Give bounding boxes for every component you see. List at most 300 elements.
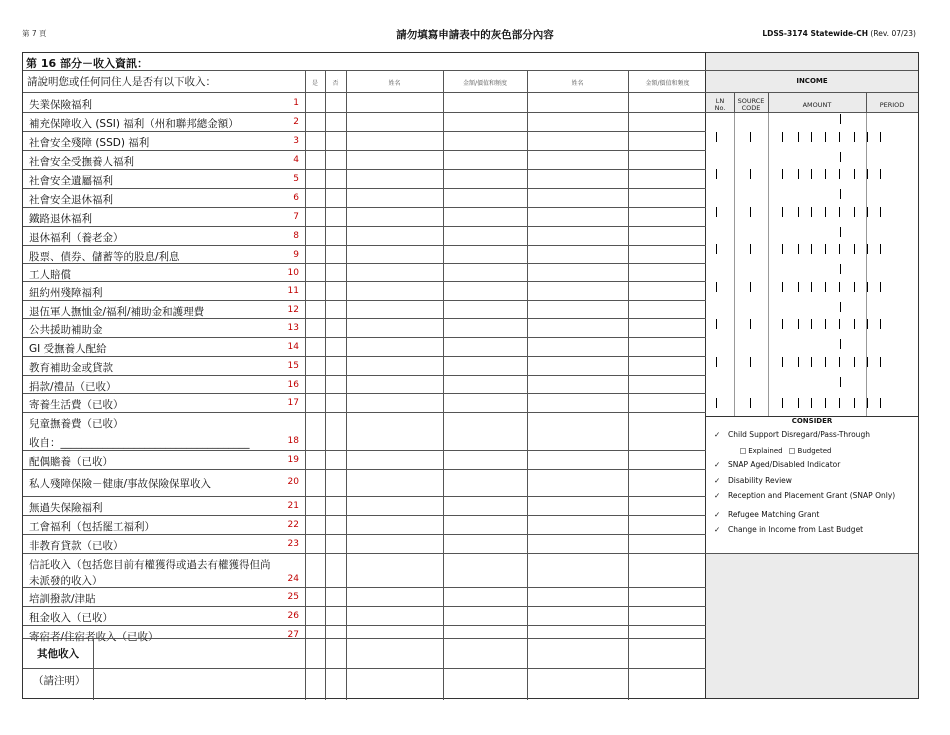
digit-tick xyxy=(825,244,826,254)
page-number: 第 7 頁 xyxy=(22,29,47,38)
entry-cell[interactable] xyxy=(307,228,323,243)
entry-cell[interactable] xyxy=(445,320,525,335)
col-source-2: CODE xyxy=(741,104,761,112)
section-title: 第 16 部分－收入資訊： xyxy=(26,57,148,70)
consider-child-support[interactable] xyxy=(714,430,870,439)
entry-cell[interactable] xyxy=(445,152,525,167)
entry-cell[interactable] xyxy=(630,517,705,532)
entry-cell[interactable] xyxy=(348,377,441,391)
entry-cell[interactable] xyxy=(529,471,626,494)
entry-cell[interactable] xyxy=(348,517,441,532)
row-label: 鐵路退休福利 xyxy=(29,213,92,225)
entry-cell[interactable] xyxy=(348,265,441,279)
entry-cell[interactable] xyxy=(630,152,705,167)
entry-cell[interactable] xyxy=(529,358,626,373)
entry-cell[interactable] xyxy=(327,95,344,110)
row-number: 15 xyxy=(287,361,299,371)
entry-cell[interactable] xyxy=(348,283,441,298)
digit-tick xyxy=(716,244,717,254)
entry-cell[interactable] xyxy=(327,190,344,205)
entry-cell[interactable] xyxy=(630,190,705,205)
check-icon: ✓ xyxy=(714,476,721,485)
digit-tick xyxy=(880,282,881,292)
entry-cell[interactable] xyxy=(348,471,441,494)
digit-tick xyxy=(750,132,751,142)
entry-cell[interactable] xyxy=(307,358,323,373)
entry-cell[interactable] xyxy=(630,302,705,316)
income-title: INCOME xyxy=(796,77,828,85)
entry-cell[interactable] xyxy=(529,452,626,467)
digit-tick xyxy=(716,398,717,408)
entry-cell[interactable] xyxy=(445,209,525,224)
entry-cell[interactable] xyxy=(348,640,441,666)
income-entry-block[interactable] xyxy=(706,262,918,300)
entry-cell[interactable] xyxy=(445,339,525,354)
entry-cell[interactable] xyxy=(307,627,323,636)
entry-cell[interactable] xyxy=(630,498,705,513)
entry-cell[interactable] xyxy=(630,640,705,666)
income-entry-block[interactable] xyxy=(706,150,918,187)
income-entry-block[interactable] xyxy=(706,112,918,150)
entry-cell[interactable] xyxy=(630,414,705,448)
row-label: 配偶贍養（已收） xyxy=(29,456,113,468)
entry-cell[interactable] xyxy=(529,228,626,243)
entry-cell[interactable] xyxy=(529,608,626,623)
digit-tick xyxy=(811,244,812,254)
row-number: 23 xyxy=(287,539,299,549)
entry-cell[interactable] xyxy=(529,339,626,354)
entry-cell[interactable] xyxy=(348,247,441,261)
budgeted-label: Budgeted xyxy=(797,447,832,455)
entry-cell[interactable] xyxy=(307,608,323,623)
entry-cell[interactable] xyxy=(630,555,705,585)
entry-cell[interactable] xyxy=(445,228,525,243)
row-number: 14 xyxy=(287,342,299,352)
digit-tick xyxy=(750,207,751,217)
row-number: 20 xyxy=(287,477,299,487)
digit-tick xyxy=(811,169,812,179)
entry-cell[interactable] xyxy=(327,302,344,316)
entry-cell[interactable] xyxy=(445,377,525,391)
form-code: LDSS-3174 Statewide-CH xyxy=(762,29,869,38)
entry-cell[interactable] xyxy=(348,498,441,513)
entry-cell[interactable] xyxy=(348,395,441,410)
entry-cell[interactable] xyxy=(445,247,525,261)
digit-tick xyxy=(750,398,751,408)
entry-cell[interactable] xyxy=(307,320,323,335)
entry-cell[interactable] xyxy=(529,414,626,448)
consider-change-income[interactable] xyxy=(714,525,863,534)
row-number: 16 xyxy=(287,380,299,390)
entry-cell[interactable] xyxy=(529,589,626,604)
entry-cell[interactable] xyxy=(445,95,525,110)
entry-cell[interactable] xyxy=(307,640,323,666)
digit-tick xyxy=(782,319,783,329)
entry-cell[interactable] xyxy=(327,589,344,604)
entry-cell[interactable] xyxy=(630,627,705,636)
entry-cell[interactable] xyxy=(348,339,441,354)
entry-cell[interactable] xyxy=(630,114,705,129)
check-icon: ✓ xyxy=(714,460,721,469)
row-number: 22 xyxy=(287,520,299,530)
row-label: 私人殘障保險－健康/事故保險保單收入 xyxy=(29,478,212,490)
entry-cell[interactable] xyxy=(529,114,626,129)
entry-cell[interactable] xyxy=(348,670,441,698)
consider-child-support-label: Child Support Disregard/Pass-Through xyxy=(728,430,870,439)
entry-cell[interactable] xyxy=(348,555,441,585)
digit-tick xyxy=(716,169,717,179)
entry-cell[interactable] xyxy=(307,339,323,354)
digit-tick xyxy=(854,282,855,292)
digit-tick xyxy=(854,132,855,142)
row-number: 18 xyxy=(287,436,299,446)
row-label: 社會安全遺屬福利 xyxy=(29,175,113,187)
entry-cell[interactable] xyxy=(445,640,525,666)
row-label: 退休福利（養老金） xyxy=(29,232,124,244)
entry-cell[interactable] xyxy=(529,265,626,279)
digit-tick xyxy=(867,357,868,367)
consider-disability-review[interactable] xyxy=(714,476,792,485)
entry-cell[interactable] xyxy=(630,589,705,604)
entry-cell[interactable] xyxy=(307,670,323,698)
income-entry-block[interactable] xyxy=(706,187,918,225)
check-icon: ✓ xyxy=(714,510,721,519)
row-label: 社會安全殘障 (SSD) 福利 xyxy=(29,137,150,149)
entry-cell[interactable] xyxy=(348,190,441,205)
other-income-title: 其他收入 xyxy=(37,648,79,660)
entry-cell[interactable] xyxy=(630,471,705,494)
entry-cell[interactable] xyxy=(529,627,626,636)
entry-cell[interactable] xyxy=(529,171,626,186)
digit-tick xyxy=(798,169,799,179)
entry-cell[interactable] xyxy=(630,608,705,623)
digit-tick xyxy=(798,319,799,329)
entry-cell[interactable] xyxy=(445,452,525,467)
entry-cell[interactable] xyxy=(630,320,705,335)
entry-cell[interactable] xyxy=(307,133,323,148)
col-ln-2: No. xyxy=(714,104,726,112)
entry-cell[interactable] xyxy=(307,114,323,129)
row-label: 未派發的收入） xyxy=(29,575,103,587)
row-number: 7 xyxy=(293,212,299,222)
digit-tick xyxy=(854,357,855,367)
entry-cell[interactable] xyxy=(630,228,705,243)
entry-cell[interactable] xyxy=(445,555,525,585)
entry-cell[interactable] xyxy=(327,114,344,129)
entry-cell[interactable] xyxy=(307,517,323,532)
row-label: 兒童撫養費（已收） xyxy=(29,418,124,430)
digit-tick xyxy=(854,398,855,408)
entry-cell[interactable] xyxy=(529,320,626,335)
entry-cell[interactable] xyxy=(327,171,344,186)
col-amount: AMOUNT xyxy=(802,101,832,109)
entry-cell[interactable] xyxy=(529,670,626,698)
entry-cell[interactable] xyxy=(445,171,525,186)
entry-cell[interactable] xyxy=(529,555,626,585)
entry-cell[interactable] xyxy=(445,302,525,316)
entry-cell[interactable] xyxy=(445,608,525,623)
entry-cell[interactable] xyxy=(630,670,705,698)
entry-cell[interactable] xyxy=(529,302,626,316)
digit-tick xyxy=(798,398,799,408)
entry-cell[interactable] xyxy=(630,395,705,410)
digit-tick xyxy=(782,244,783,254)
digit-tick xyxy=(825,282,826,292)
entry-cell[interactable] xyxy=(348,302,441,316)
entry-cell[interactable] xyxy=(445,190,525,205)
entry-cell[interactable] xyxy=(327,228,344,243)
entry-cell[interactable] xyxy=(630,95,705,110)
entry-cell[interactable] xyxy=(630,265,705,279)
entry-cell[interactable] xyxy=(445,498,525,513)
consider-reception-grant[interactable] xyxy=(714,491,895,500)
income-entry-block[interactable] xyxy=(706,375,918,416)
worker-income-panel xyxy=(706,52,919,699)
entry-cell[interactable] xyxy=(445,471,525,494)
entry-cell[interactable] xyxy=(307,395,323,410)
row-label: 紐約州殘障福利 xyxy=(29,287,103,299)
digit-tick xyxy=(750,357,751,367)
income-entry-block[interactable] xyxy=(706,225,918,262)
entry-cell[interactable] xyxy=(307,555,323,585)
entry-cell[interactable] xyxy=(327,608,344,623)
digit-tick xyxy=(716,282,717,292)
row-number: 1 xyxy=(293,98,299,108)
entry-cell[interactable] xyxy=(307,152,323,167)
entry-cell[interactable] xyxy=(348,536,441,551)
entry-cell[interactable] xyxy=(529,498,626,513)
entry-cell[interactable] xyxy=(348,209,441,224)
entry-cell[interactable] xyxy=(327,265,344,279)
entry-cell[interactable] xyxy=(327,320,344,335)
row-number: 13 xyxy=(287,323,299,333)
entry-cell[interactable] xyxy=(529,640,626,666)
check-icon: ✓ xyxy=(714,430,721,439)
col-ln: LN xyxy=(715,97,725,105)
entry-cell[interactable] xyxy=(630,339,705,354)
entry-cell[interactable] xyxy=(307,589,323,604)
digit-tick xyxy=(825,398,826,408)
income-table xyxy=(22,52,706,699)
entry-cell[interactable] xyxy=(445,114,525,129)
digit-tick xyxy=(867,207,868,217)
entry-cell[interactable] xyxy=(348,414,441,448)
entry-cell[interactable] xyxy=(445,395,525,410)
entry-cell[interactable] xyxy=(307,247,323,261)
entry-cell[interactable] xyxy=(327,517,344,532)
entry-cell[interactable] xyxy=(307,190,323,205)
digit-tick xyxy=(716,357,717,367)
digit-tick xyxy=(811,357,812,367)
entry-cell[interactable] xyxy=(307,471,323,494)
consider-refugee-grant[interactable] xyxy=(714,510,819,519)
income-entry-block[interactable] xyxy=(706,337,918,375)
entry-cell[interactable] xyxy=(307,414,323,448)
entry-cell[interactable] xyxy=(327,247,344,261)
entry-cell[interactable] xyxy=(529,283,626,298)
entry-cell[interactable] xyxy=(327,452,344,467)
entry-cell[interactable] xyxy=(307,283,323,298)
entry-cell[interactable] xyxy=(307,452,323,467)
entry-cell[interactable] xyxy=(348,133,441,148)
digit-tick xyxy=(825,132,826,142)
entry-cell[interactable] xyxy=(327,536,344,551)
digit-tick xyxy=(798,132,799,142)
digit-tick xyxy=(867,282,868,292)
entry-cell[interactable] xyxy=(327,152,344,167)
entry-cell[interactable] xyxy=(307,171,323,186)
entry-cell[interactable] xyxy=(348,608,441,623)
entry-cell[interactable] xyxy=(348,152,441,167)
row-number: 8 xyxy=(293,231,299,241)
entry-cell[interactable] xyxy=(327,640,344,666)
entry-cell[interactable] xyxy=(348,95,441,110)
entry-cell[interactable] xyxy=(529,247,626,261)
entry-cell[interactable] xyxy=(307,95,323,110)
entry-cell[interactable] xyxy=(348,589,441,604)
entry-cell[interactable] xyxy=(307,302,323,316)
entry-cell[interactable] xyxy=(348,228,441,243)
entry-cell[interactable] xyxy=(445,358,525,373)
digit-tick xyxy=(854,169,855,179)
row-label: 工會福利（包括罷工福利） xyxy=(29,521,155,533)
consider-refugee-grant-label: Refugee Matching Grant xyxy=(728,510,820,519)
row-label: 收自：____________________________________ xyxy=(29,437,250,449)
entry-cell[interactable] xyxy=(348,320,441,335)
consider-snap-aged[interactable] xyxy=(714,460,840,469)
entry-cell[interactable] xyxy=(307,265,323,279)
entry-cell[interactable] xyxy=(529,395,626,410)
entry-cell[interactable] xyxy=(348,114,441,129)
entry-cell[interactable] xyxy=(445,536,525,551)
entry-cell[interactable] xyxy=(630,247,705,261)
entry-cell[interactable] xyxy=(529,209,626,224)
entry-cell[interactable] xyxy=(445,517,525,532)
entry-cell[interactable] xyxy=(445,265,525,279)
entry-cell[interactable] xyxy=(307,498,323,513)
digit-tick xyxy=(854,244,855,254)
entry-cell[interactable] xyxy=(529,95,626,110)
entry-cell[interactable] xyxy=(348,171,441,186)
entry-cell[interactable] xyxy=(445,283,525,298)
entry-cell[interactable] xyxy=(630,377,705,391)
digit-tick xyxy=(798,207,799,217)
digit-tick xyxy=(782,398,783,408)
entry-cell[interactable] xyxy=(630,358,705,373)
entry-cell[interactable] xyxy=(327,377,344,391)
digit-tick xyxy=(839,169,840,179)
entry-cell[interactable] xyxy=(327,627,344,636)
digit-tick xyxy=(811,319,812,329)
row-label: 社會安全受撫養人福利 xyxy=(29,156,134,168)
entry-cell[interactable] xyxy=(307,209,323,224)
row-label: 培訓撥款/津貼 xyxy=(29,593,96,605)
entry-cell[interactable] xyxy=(327,209,344,224)
consider-snap-aged-label: SNAP Aged/Disabled Indicator xyxy=(728,460,841,469)
digit-tick xyxy=(750,282,751,292)
explained-label: Explained xyxy=(748,447,783,455)
entry-cell[interactable] xyxy=(327,471,344,494)
entry-cell[interactable] xyxy=(445,670,525,698)
entry-cell[interactable] xyxy=(348,627,441,636)
entry-cell[interactable] xyxy=(630,536,705,551)
digit-tick xyxy=(880,244,881,254)
entry-cell[interactable] xyxy=(348,452,441,467)
entry-cell[interactable] xyxy=(529,536,626,551)
digit-tick xyxy=(811,282,812,292)
entry-cell[interactable] xyxy=(529,377,626,391)
digit-tick xyxy=(839,398,840,408)
row-label: 公共援助補助金 xyxy=(29,324,103,336)
explained-checkbox[interactable] xyxy=(740,448,746,454)
entry-cell[interactable] xyxy=(529,152,626,167)
entry-cell[interactable] xyxy=(327,133,344,148)
col-ln-no xyxy=(706,98,734,112)
entry-cell[interactable] xyxy=(630,209,705,224)
entry-cell[interactable] xyxy=(529,190,626,205)
row-number: 11 xyxy=(287,286,299,296)
entry-cell[interactable] xyxy=(327,395,344,410)
entry-cell[interactable] xyxy=(327,283,344,298)
digit-tick xyxy=(867,169,868,179)
row-number: 17 xyxy=(287,398,299,408)
digit-tick xyxy=(811,207,812,217)
entry-cell[interactable] xyxy=(307,536,323,551)
entry-cell[interactable] xyxy=(445,414,525,448)
row-number: 9 xyxy=(293,250,299,260)
entry-cell[interactable] xyxy=(445,589,525,604)
entry-cell[interactable] xyxy=(630,133,705,148)
budgeted-checkbox[interactable] xyxy=(789,448,795,454)
row-label: 捐款/禮品（已收） xyxy=(29,381,117,393)
entry-cell[interactable] xyxy=(307,377,323,391)
entry-cell[interactable] xyxy=(529,517,626,532)
entry-cell[interactable] xyxy=(327,358,344,373)
digit-tick xyxy=(839,244,840,254)
digit-tick xyxy=(880,357,881,367)
entry-cell[interactable] xyxy=(327,670,344,698)
entry-cell[interactable] xyxy=(445,627,525,636)
consider-change-income-label: Change in Income from Last Budget xyxy=(728,525,864,534)
col-no: 否 xyxy=(332,80,339,87)
digit-tick xyxy=(750,319,751,329)
digit-tick xyxy=(839,319,840,329)
entry-cell[interactable] xyxy=(630,171,705,186)
row-number: 12 xyxy=(287,305,299,315)
digit-tick xyxy=(880,207,881,217)
entry-cell[interactable] xyxy=(348,358,441,373)
row-label: 寄宿者/住宿者收入（已收） xyxy=(29,631,159,643)
entry-cell[interactable] xyxy=(630,452,705,467)
row-number: 3 xyxy=(293,136,299,146)
digit-tick xyxy=(825,357,826,367)
row-label: 股票、債券、儲蓄等的股息/利息 xyxy=(29,251,180,263)
row-label: 失業保險福利 xyxy=(29,99,92,111)
digit-tick xyxy=(782,132,783,142)
row-number: 4 xyxy=(293,155,299,165)
row-label: 教育補助金或貸款 xyxy=(29,362,113,374)
entry-cell[interactable] xyxy=(529,133,626,148)
entry-cell[interactable] xyxy=(327,498,344,513)
entry-cell[interactable] xyxy=(327,414,344,448)
entry-cell[interactable] xyxy=(327,555,344,585)
digit-tick xyxy=(798,357,799,367)
digit-tick xyxy=(867,398,868,408)
entry-cell[interactable] xyxy=(630,283,705,298)
income-entry-block[interactable] xyxy=(706,300,918,337)
entry-cell[interactable] xyxy=(327,339,344,354)
entry-cell[interactable] xyxy=(445,133,525,148)
